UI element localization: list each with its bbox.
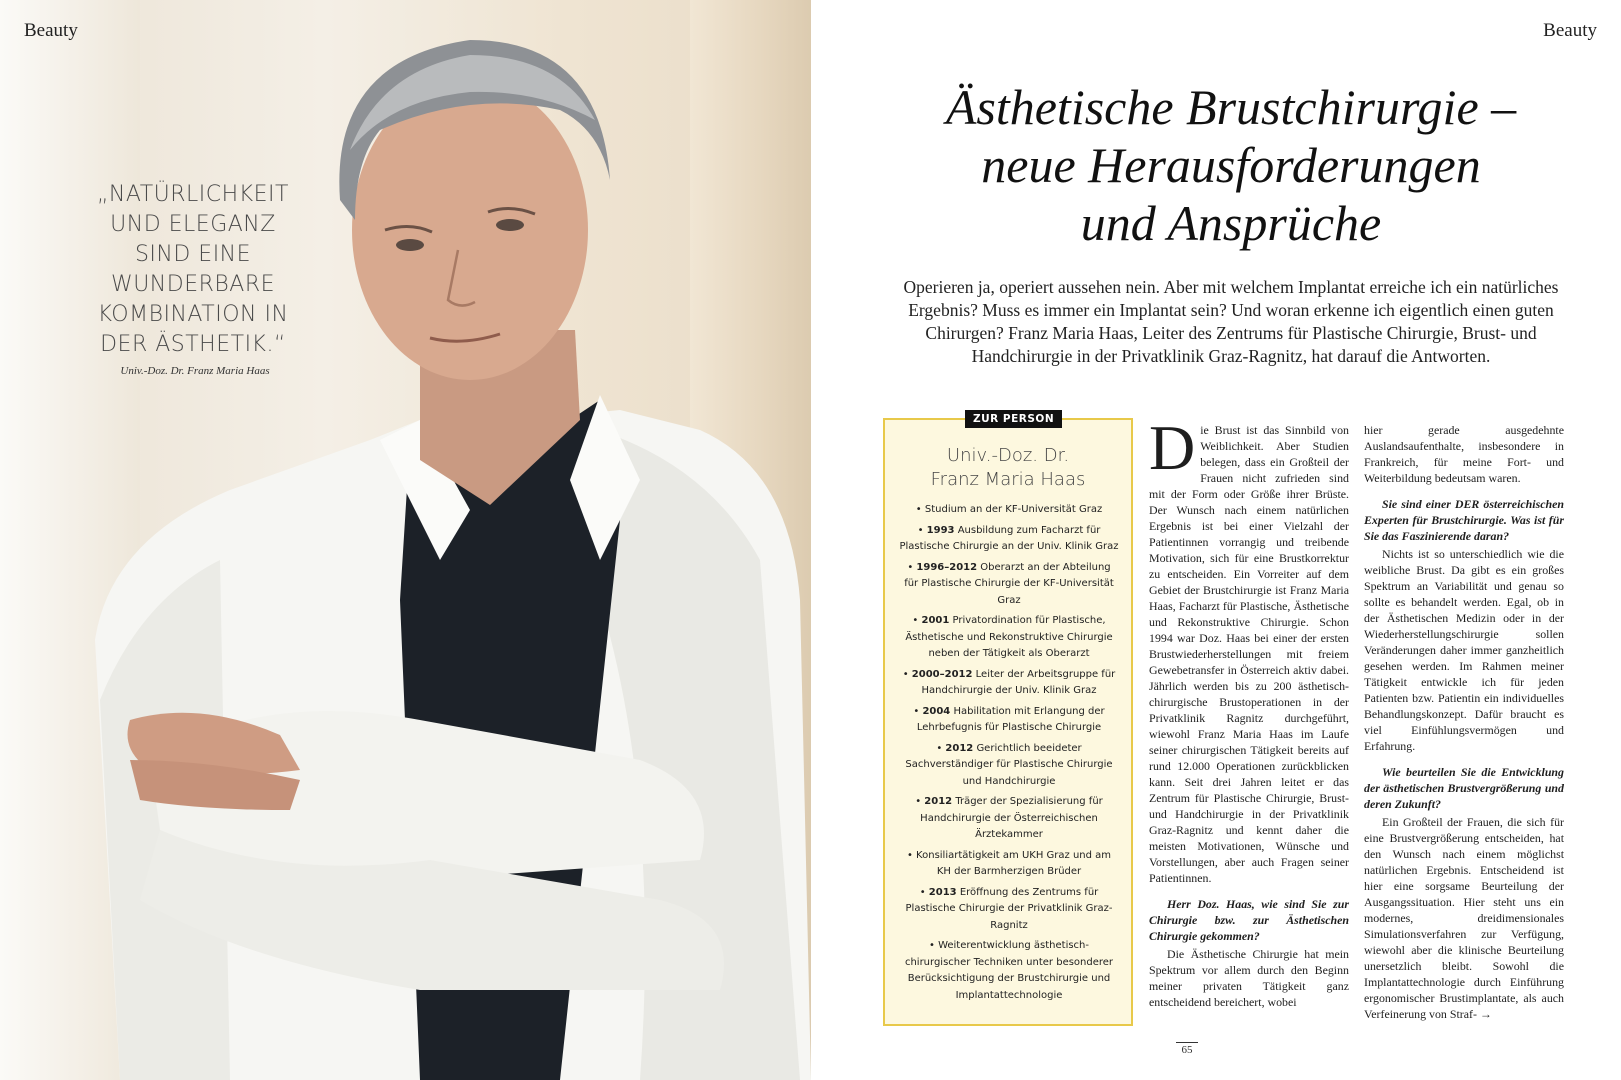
profile-box-tag: ZUR PERSON (965, 410, 1062, 428)
career-item: • Studium an der KF-Universität Graz (899, 502, 1119, 519)
article-column-1 (1149, 412, 1349, 1010)
article-paragraph: Die Brust ist das Sinnbild von Weiblichkeit. Aber Studien belegen, dass ein Großteil der Frauen nicht zufrieden sind mit der Form oder Größe ihrer Brüste. Der Wunsch nach einem natürlichen Ergebnis ist bei einer Vielzahl der Patientinnen vorrangig und treibende Motivation, sich für eine Brustkorrektur zu entscheiden. Ein Vorreiter auf dem Gebiet der Brustchirurgie ist Franz Maria Haas, Facharzt für Plastische, Ästhetische und Rekonstruktive Chirurgie. Schon 1994 war Doz. Haas bei einer der ersten Brustwiederherstellungen mit freiem Gewebetransfer in Österreich aktiv dabei. Jährlich werden bis zu 200 ästhetisch-chirurgische Brustoperationen in der Privatklinik Ragnitz durchgeführt, wiewohl Franz Maria Haas im Laufe seiner chirurgischen Tätigkeit bereits auf rund 12.000 Operationen zurückblicken kann. Seit drei Jahren leitet er das Zentrum für Plastische Chirurgie, Brust- und Handchirurgie in der Privatklinik Graz-Ragnitz und kennt daher die meisten Motivationen, Wünsche und Vorstellungen, aber auch Fragen seiner Patientinnen. (1149, 412, 1349, 885)
pull-quote: „NATÜRLICHKEIT UND ELEGANZ SIND EINE WUNDERBARE KOMBINATION IN DER ÄSTHETIK.“ (97, 182, 289, 357)
profile-name-line: Franz Maria Haas (930, 469, 1086, 490)
interview-question: Sie sind einer DER österreichischen Experten für Brustchirurgie. Was ist für Sie das Faszinierende daran? (1364, 497, 1564, 543)
section-label: Beauty (1543, 20, 1597, 41)
article-page (811, 0, 1621, 1080)
profile-box (883, 413, 1133, 1026)
profile-name (885, 444, 1131, 492)
drop-cap: D (1149, 412, 1196, 483)
career-item: • 2012 Gerichtlich beeideter Sachverständiger für Plastische Chirurgie und Handchirurgie (899, 741, 1119, 791)
article-paragraph: Nichts ist so unterschiedlich wie die weibliche Brust. Da gibt es ein großes Spektrum an Variabilität und genau so sollte es behandelt werden. Egal, ob in der Ästhetischen Medizin oder in der Wiederherstellungschirurgie sollen Veränderungen daher immer ganzheitlich gesehen werden. Im Rahmen meiner Tätigkeit entwickle ich für jeden Patienten bzw. Patientin ein individuelles Behandlungskonzept. Dafür braucht es viel Einfühlungsvermögen und Erfahrung. (1364, 547, 1564, 753)
article-paragraph: Ein Großteil der Frauen, die sich für eine Brustvergrößerung entscheiden, hat den Wunsch nach einem möglichst natürlichen Ergebnis. Entscheidend ist hier eine sorgsame Beurteilung der Ausgangssituation. Hier steht uns ein modernes, dreidimensionales Simulationsverfahren zur Verfügung, wiewohl aber die klinische Beurteilung unersetzlich bleibt. Sowohl die Implantattechnologie durch Einführung ergonomischer Brustimplantate, als auch Verfeinerung von Straf- → (1364, 815, 1564, 1021)
article-headline (871, 78, 1591, 252)
interview-question: Herr Doz. Haas, wie sind Sie zur Chirurgie bzw. zur Ästhetischen Chirurgie gekommen? (1149, 897, 1349, 943)
interview-question: Wie beurteilen Sie die Entwicklung der ästhetischen Brustvergrößerung und deren Zukunft? (1364, 765, 1564, 811)
headline-line: Ästhetische Brustchirurgie – (945, 79, 1517, 135)
career-item: • 2012 Träger der Spezialisierung für Handchirurgie der Österreichischen Ärztekammer (899, 794, 1119, 844)
headline-line: neue Herausforderungen (981, 137, 1481, 193)
career-item: • Weiterentwicklung ästhetisch-chirurgischer Techniken unter besonderer Berücksichtigung der Brustchirurgie und Implantattechnologie (899, 938, 1119, 1004)
career-item: • 2001 Privatordination für Plastische, Ästhetische und Rekonstruktive Chirurgie neben der Tätigkeit als Oberarzt (899, 613, 1119, 663)
career-item: • 2013 Eröffnung des Zentrums für Plastische Chirurgie der Privatklinik Graz-Ragnitz (899, 885, 1119, 935)
career-item: • 1993 Ausbildung zum Facharzt für Plastische Chirurgie an der Univ. Klinik Graz (899, 523, 1119, 556)
article-column-2 (1364, 422, 1564, 1022)
headline-line: und Ansprüche (1080, 195, 1382, 251)
profile-name-line: Univ.-Doz. Dr. (946, 445, 1070, 466)
career-item: • 2004 Habilitation mit Erlangung der Lehrbefugnis für Plastische Chirurgie (899, 704, 1119, 737)
article-lead: Operieren ja, operiert aussehen nein. Aber mit welchem Implantat erreiche ich ein natürliches Ergebnis? Muss es immer ein Implantat sein? Und woran erkenne ich eigentlich einen guten Chirurgen? Franz Maria Haas, Leiter des Zentrums für Plastische Chirurgie, Brust- und Handchirurgie in der Privatklinik Graz-Ragnitz, hat darauf die Antworten. (903, 277, 1559, 366)
career-item: • 1996–2012 Oberarzt an der Abteilung für Plastische Chirurgie der KF-Universität Graz (899, 560, 1119, 610)
career-item: • 2000–2012 Leiter der Arbeitsgruppe für Handchirurgie der Univ. Klinik Graz (899, 667, 1119, 700)
page-number: 65 (1176, 1042, 1198, 1056)
continue-arrow-icon: → (1479, 1007, 1492, 1021)
pull-quote-author: Univ.-Doz. Dr. Franz Maria Haas (120, 365, 270, 377)
career-item: • Konsiliartätigkeit am UKH Graz und am KH der Barmherzigen Brüder (899, 848, 1119, 881)
article-paragraph: hier gerade ausgedehnte Auslandsaufenthalte, insbesondere in Frankreich, für meine Fort- und Weiterbildung bedeutsam waren. (1364, 423, 1564, 485)
section-label: Beauty (24, 20, 78, 41)
article-paragraph: Die Ästhetische Chirurgie hat mein Spektrum vor allem durch den Beginn meiner privaten Tätigkeit ganz entscheidend bereichert, wobei (1149, 947, 1349, 1009)
career-list (899, 502, 1119, 1008)
